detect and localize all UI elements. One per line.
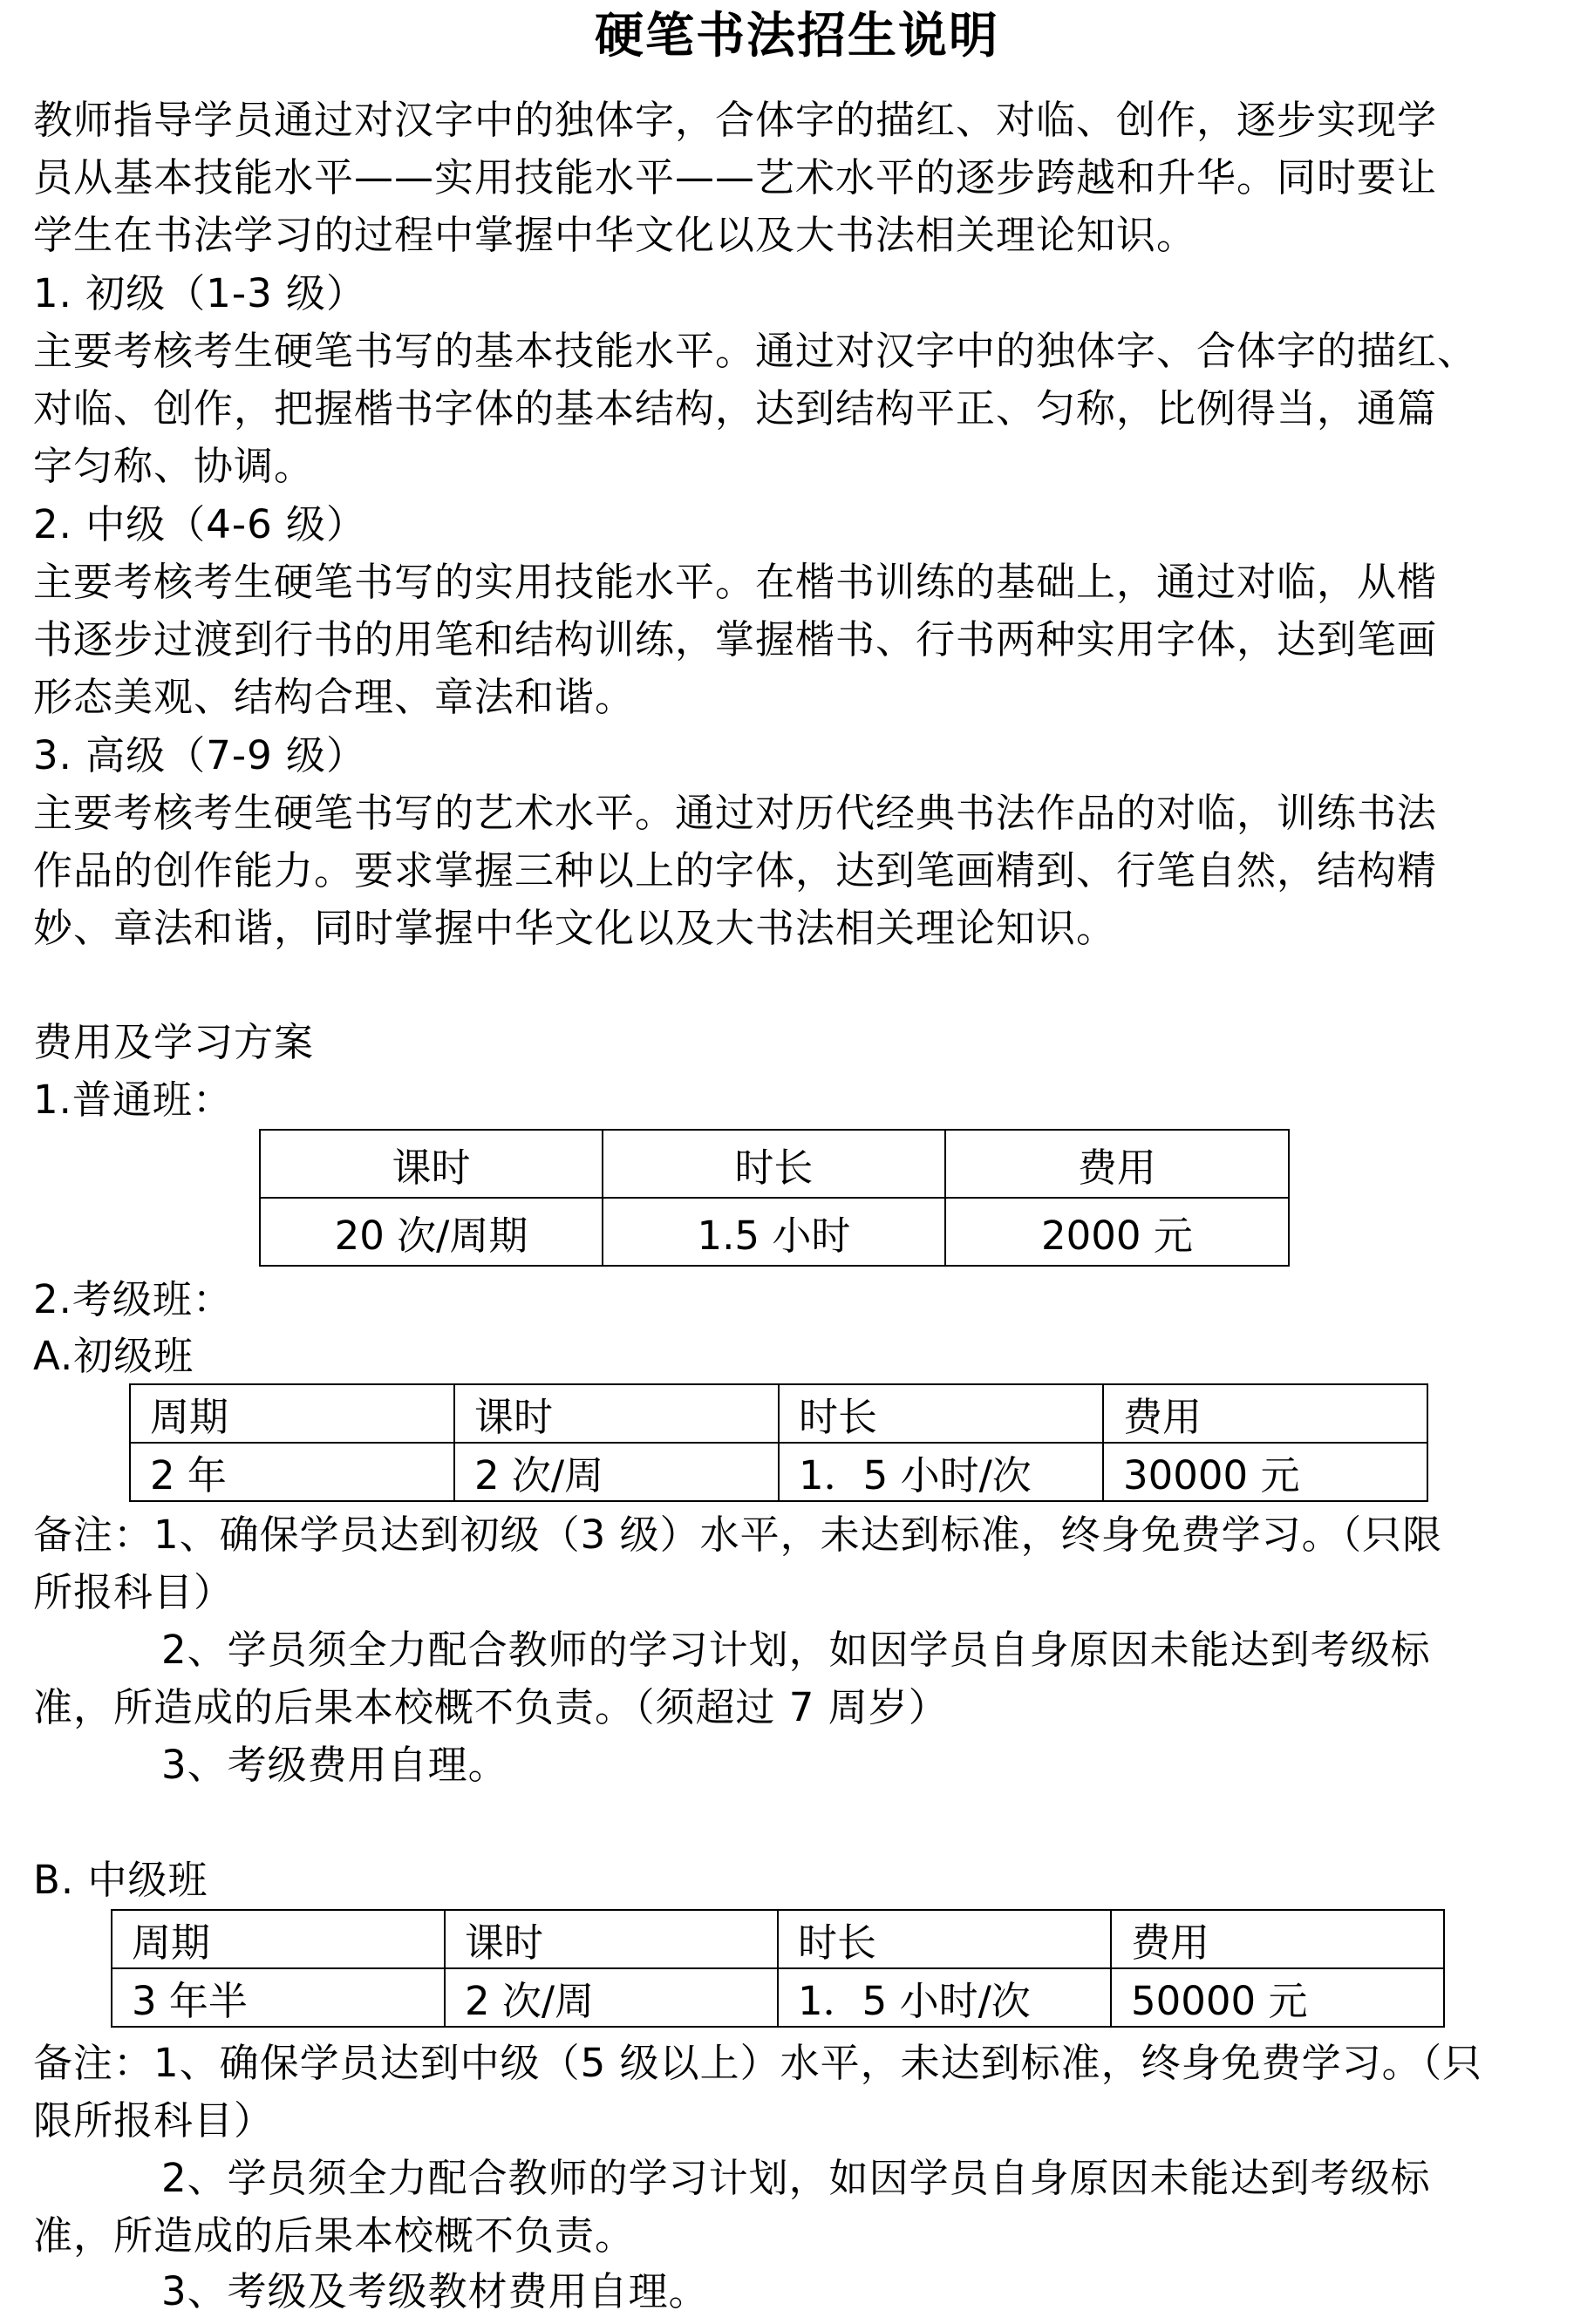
- level3-line: 主要考核考生硬笔书写的艺术水平。通过对历代经典书法作品的对临，训练书法: [33, 790, 1438, 836]
- level2-line: 形态美观、结构合理、章法和谐。: [33, 674, 636, 720]
- table-header-cell: 时长: [778, 1910, 1111, 1968]
- level2-heading: 2. 中级（4-6 级）: [33, 501, 367, 547]
- table-row: [260, 1198, 1289, 1266]
- table-cell: 50000 元: [1111, 1968, 1444, 2027]
- beginner-note-line: 3、考级费用自理。: [161, 1742, 508, 1788]
- level2-line: 书逐步过渡到行书的用笔和结构训练，掌握楷书、行书两种实用字体，达到笔画: [33, 616, 1438, 663]
- level1-line: 字匀称、协调。: [33, 443, 315, 489]
- table-cell: 2 年: [130, 1443, 454, 1501]
- table-header-row: [260, 1130, 1289, 1198]
- beginner-class-heading: A.初级班: [33, 1333, 194, 1379]
- level1-line: 对临、创作，把握楷书字体的基本结构，达到结构平正、匀称，比例得当，通篇: [33, 385, 1438, 432]
- intermediate-note-line: 准，所造成的后果本校概不负责。: [33, 2212, 636, 2259]
- level3-heading: 3. 高级（7-9 级）: [33, 732, 367, 778]
- table-header-row: [112, 1910, 1444, 1968]
- table-cell: 1．5 小时/次: [779, 1443, 1103, 1501]
- table-header-cell: 费用: [1103, 1384, 1427, 1443]
- intermediate-note-line: 3、考级及考级教材费用自理。: [161, 2268, 709, 2314]
- regular-class-heading: 1.普通班：: [33, 1077, 233, 1123]
- table-header-cell: 时长: [603, 1130, 945, 1198]
- intro-line: 学生在书法学习的过程中掌握中华文化以及大书法相关理论知识。: [33, 212, 1197, 258]
- level3-line: 作品的创作能力。要求掌握三种以上的字体，达到笔画精到、行笔自然，结构精: [33, 847, 1438, 894]
- table-cell: 20 次/周期: [260, 1198, 603, 1266]
- table-header-cell: 时长: [779, 1384, 1103, 1443]
- level3-line: 妙、章法和谐，同时掌握中华文化以及大书法相关理论知识。: [33, 905, 1117, 951]
- table-row: [130, 1443, 1427, 1501]
- intermediate-note-line: 备注：1、确保学员达到中级（5 级以上）水平，未达到标准，终身免费学习。（只: [33, 2040, 1483, 2086]
- regular-class-table: [259, 1129, 1290, 1267]
- table-header-cell: 费用: [1111, 1910, 1444, 1968]
- level2-line: 主要考核考生硬笔书写的实用技能水平。在楷书训练的基础上，通过对临，从楷: [33, 559, 1438, 605]
- table-header-cell: 周期: [130, 1384, 454, 1443]
- table-cell: 30000 元: [1103, 1443, 1427, 1501]
- intermediate-class-heading: B. 中级班: [33, 1857, 208, 1903]
- level1-heading: 1. 初级（1-3 级）: [33, 270, 367, 316]
- table-header-cell: 费用: [945, 1130, 1289, 1198]
- fees-heading: 费用及学习方案: [33, 1019, 315, 1065]
- table-row: [112, 1968, 1444, 2027]
- table-header-cell: 课时: [260, 1130, 603, 1198]
- table-cell: 3 年半: [112, 1968, 445, 2027]
- table-header-cell: 周期: [112, 1910, 445, 1968]
- intermediate-class-table: [111, 1909, 1445, 2028]
- intro-line: 教师指导学员通过对汉字中的独体字，合体字的描红、对临、创作，逐步实现学: [33, 97, 1438, 143]
- level1-line: 主要考核考生硬笔书写的基本技能水平。通过对汉字中的独体字、合体字的描红、: [33, 328, 1478, 374]
- beginner-class-table: [129, 1383, 1428, 1502]
- table-header-cell: 课时: [454, 1384, 779, 1443]
- page-title: 硬笔书法招生说明: [595, 8, 999, 65]
- table-cell: 1．5 小时/次: [778, 1968, 1111, 2027]
- table-header-cell: 课时: [445, 1910, 778, 1968]
- intermediate-note-line: 2、学员须全力配合教师的学习计划，如因学员自身原因未能达到考级标: [161, 2155, 1431, 2201]
- table-cell: 2 次/周: [454, 1443, 779, 1501]
- beginner-note-line: 准，所造成的后果本校概不负责。（须超过 7 周岁）: [33, 1684, 949, 1730]
- beginner-note-line: 所报科目）: [33, 1569, 235, 1615]
- table-cell: 1.5 小时: [603, 1198, 945, 1266]
- beginner-note-line: 备注：1、确保学员达到初级（3 级）水平，未达到标准，终身免费学习。（只限: [33, 1512, 1443, 1558]
- beginner-note-line: 2、学员须全力配合教师的学习计划，如因学员自身原因未能达到考级标: [161, 1627, 1431, 1673]
- table-cell: 2 次/周: [445, 1968, 778, 2027]
- table-cell: 2000 元: [945, 1198, 1289, 1266]
- table-header-row: [130, 1384, 1427, 1443]
- exam-class-heading: 2.考级班：: [33, 1276, 233, 1322]
- intro-line: 员从基本技能水平——实用技能水平——艺术水平的逐步跨越和升华。同时要让: [33, 154, 1438, 200]
- intermediate-note-line: 限所报科目）: [33, 2097, 275, 2144]
